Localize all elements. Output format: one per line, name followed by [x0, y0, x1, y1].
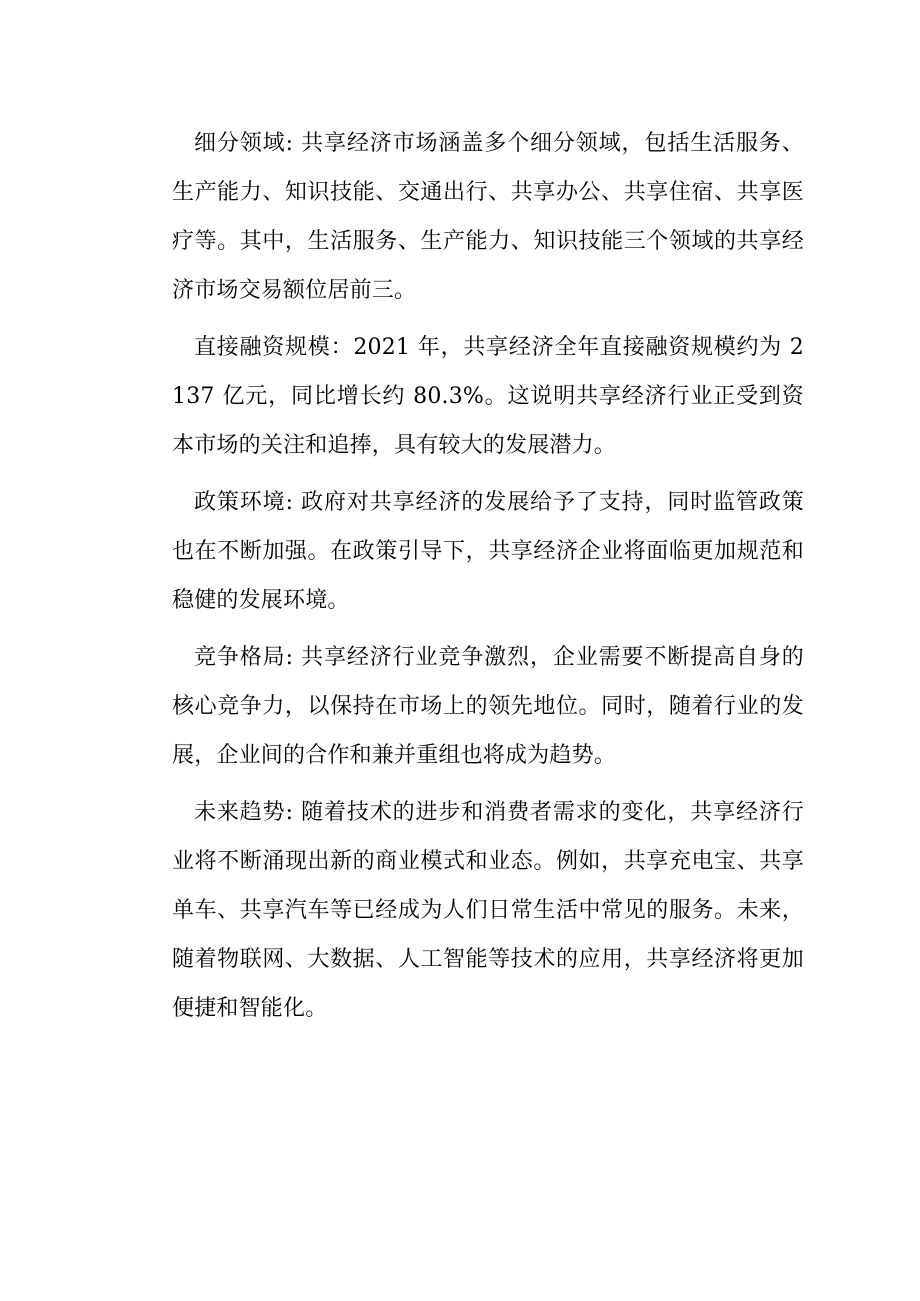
heading-separator: :: [285, 645, 302, 670]
paragraph-segments: [172, 119, 804, 315]
paragraph-text: 共享经济市场涵盖多个细分领域，包括生活服务、生产能力、知识技能、交通出行、共享办公、共享住宿、共享医疗等。其中，生活服务、生产能力、知识技能三个领域的共享经济市场交易额位居前三。: [172, 131, 804, 303]
paragraph-heading: 直接融资规模: [194, 335, 331, 360]
paragraph-competition: [172, 633, 804, 780]
paragraph-text: 随着技术的进步和消费者需求的变化，共享经济行业将不断涌现出新的商业模式和业态。例如，共享充电宝、共享单车、共享汽车等已经成为人们日常生活中常见的服务。未来，随着物联网、大数据、人工智能等技术的应用，共享经济将更加便捷和智能化。: [172, 800, 804, 1021]
document-body: [172, 119, 804, 1041]
paragraph-text: 政府对共享经济的发展给予了支持，同时监管政策也在不断加强。在政策引导下，共享经济企业将面临更加规范和稳健的发展环境。: [172, 490, 804, 613]
heading-separator: :: [285, 490, 302, 515]
heading-separator: ：: [330, 335, 354, 360]
paragraph-financing: [172, 323, 804, 470]
paragraph-heading: 细分领域: [194, 131, 286, 156]
paragraph-text: 共享经济行业竞争激烈，企业需要不断提高自身的核心竞争力，以保持在市场上的领先地位。同时，随着行业的发展，企业间的合作和兼并重组也将成为趋势。: [172, 645, 804, 768]
paragraph-future-trends: [172, 788, 804, 1033]
paragraph-heading: 未来趋势: [194, 800, 286, 825]
paragraph-text: 2021 年，共享经济全年直接融资规模约为 2137 亿元，同比增长约 80.3%。这说明共享经济行业正受到资本市场的关注和追捧，具有较大的发展潜力。: [172, 335, 805, 458]
heading-separator: :: [285, 131, 302, 156]
heading-separator: :: [285, 800, 302, 825]
paragraph-policy: [172, 478, 804, 625]
paragraph-heading: 政策环境: [194, 490, 286, 515]
paragraph-heading: 竞争格局: [194, 645, 286, 670]
